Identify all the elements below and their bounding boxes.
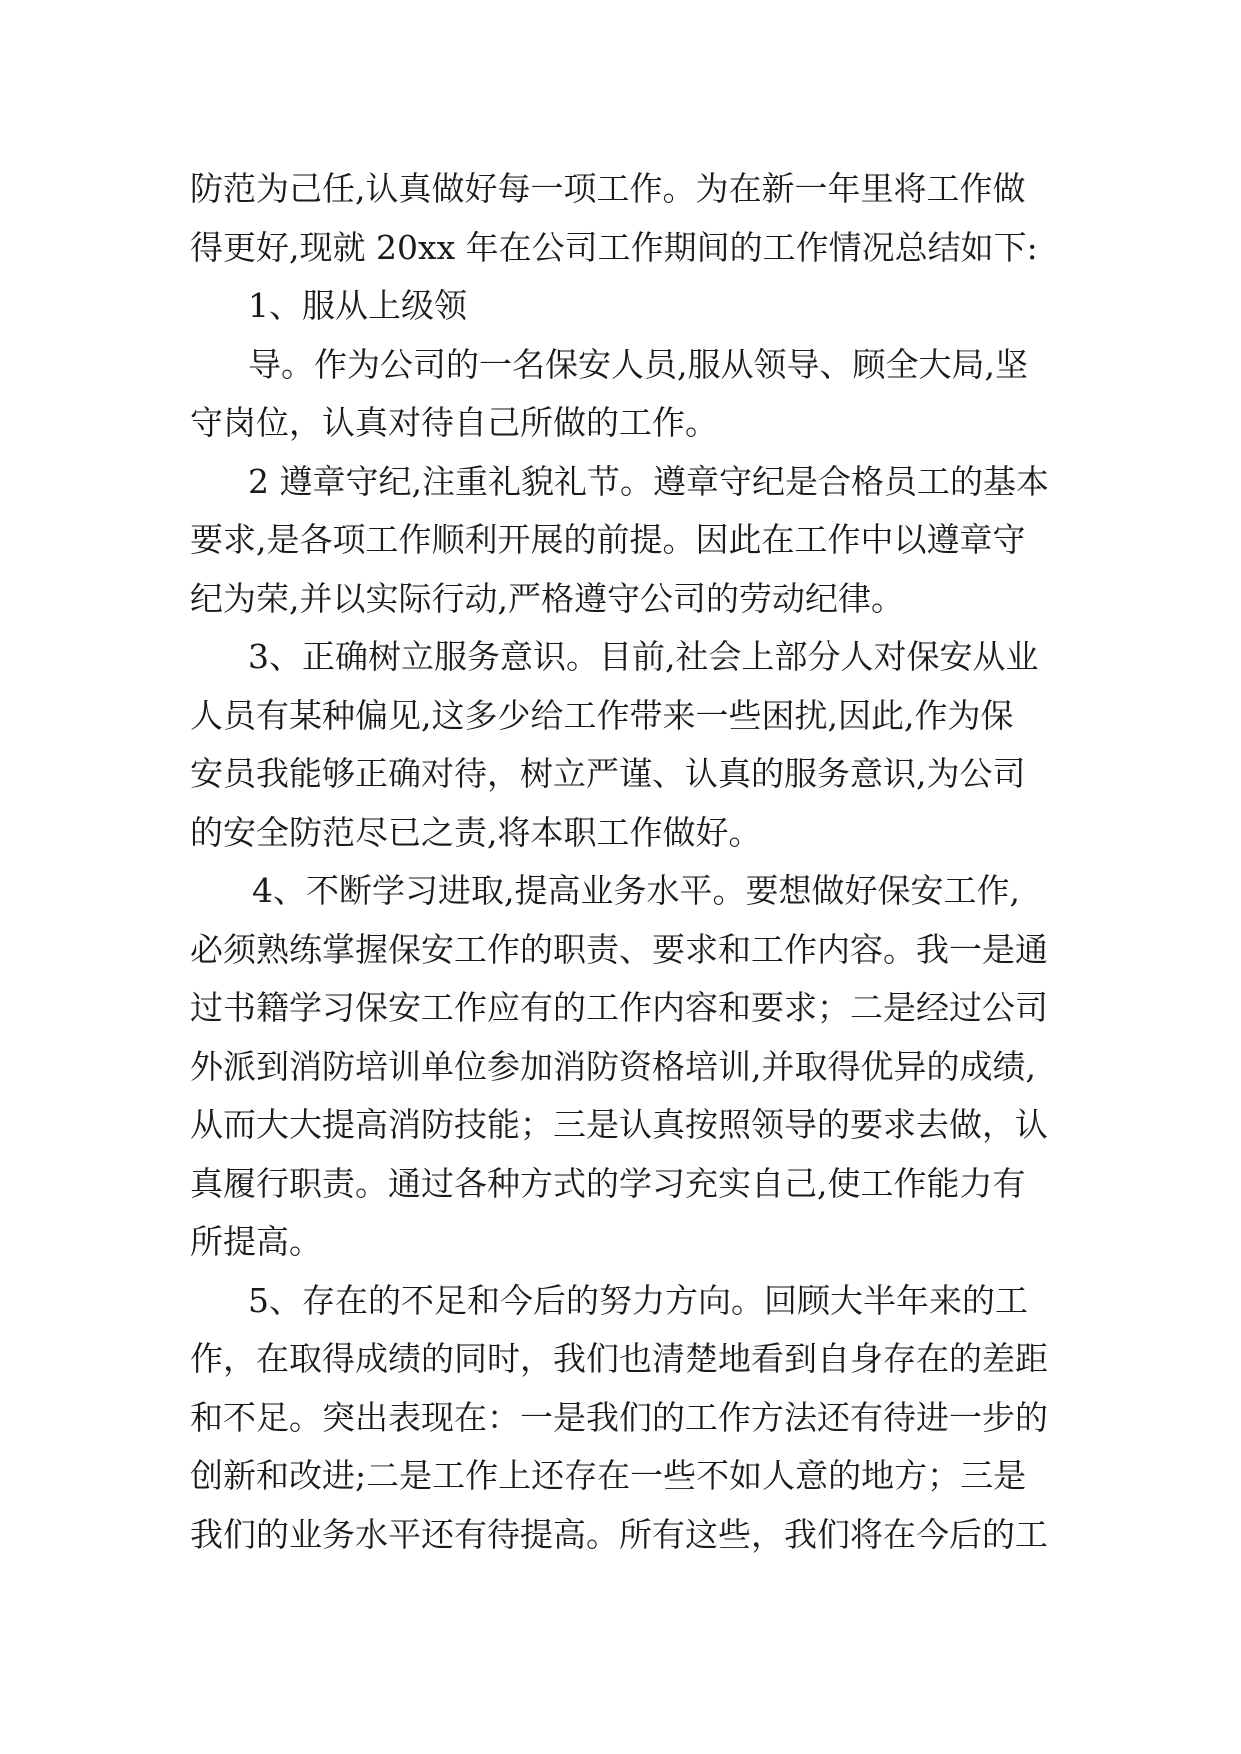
text-line: 导。作为公司的一名保安人员,服从领导、顾全大局,坚 [248,344,1028,384]
text-line: 作，在取得成绩的同时，我们也清楚地看到自身存在的差距 [190,1339,1048,1378]
text-line: 纪为荣,并以实际行动,严格遵守公司的劳动纪律。 [190,578,904,618]
text-line-item-1-start: 1、服从上级领 [248,286,467,325]
text-line: 要求,是各项工作顺利开展的前提。因此在工作中以遵章守 [190,520,1026,559]
text-line: 必须熟练掌握保安工作的职责、要求和工作内容。我一是通 [190,929,1048,969]
text-line: 人员有某种偏见,这多少给工作带来一些困扰,因此,作为保 [190,695,1014,735]
text-line-item-2-start: 2 遵章守纪,注重礼貌礼节。遵章守纪是合格员工的基本 [248,461,1049,501]
text-line: 守岗位，认真对待自己所做的工作。 [190,403,718,442]
text-line: 外派到消防培训单位参加消防资格培训,并取得优异的成绩, [190,1046,1036,1086]
text-line-item-4-start: 4、不断学习进取,提高业务水平。要想做好保安工作, [252,871,1020,910]
document-body [190,160,1060,1564]
text-line: 从而大大提高消防技能；三是认真按照领导的要求去做，认 [190,1105,1048,1144]
text-line: 真履行职责。通过各种方式的学习充实自己,使工作能力有 [190,1163,1026,1203]
text-line: 创新和改进;二是工作上还存在一些不如人意的地方；三是 [190,1456,1027,1495]
text-line: 得更好,现就 20xx 年在公司工作期间的工作情况总结如下: [190,227,1038,267]
text-line-item-5-start: 5、存在的不足和今后的努力方向。回顾大半年来的工 [248,1280,1028,1320]
text-line: 安员我能够正确对待，树立严谨、认真的服务意识,为公司 [190,754,1026,793]
text-line-item-3-start: 3、正确树立服务意识。目前,社会上部分人对保安从业 [248,637,1039,676]
text-line: 过书籍学习保安工作应有的工作内容和要求；二是经过公司 [190,988,1048,1027]
text-line: 和不足。突出表现在：一是我们的工作方法还有待进一步的 [190,1397,1048,1437]
text-line: 我们的业务水平还有待提高。所有这些，我们将在今后的工 [190,1514,1048,1554]
text-line: 防范为己任,认真做好每一项工作。为在新一年里将工作做 [190,169,1026,208]
text-line: 的安全防范尽已之责,将本职工作做好。 [190,812,762,852]
text-line: 所提高。 [190,1222,322,1261]
